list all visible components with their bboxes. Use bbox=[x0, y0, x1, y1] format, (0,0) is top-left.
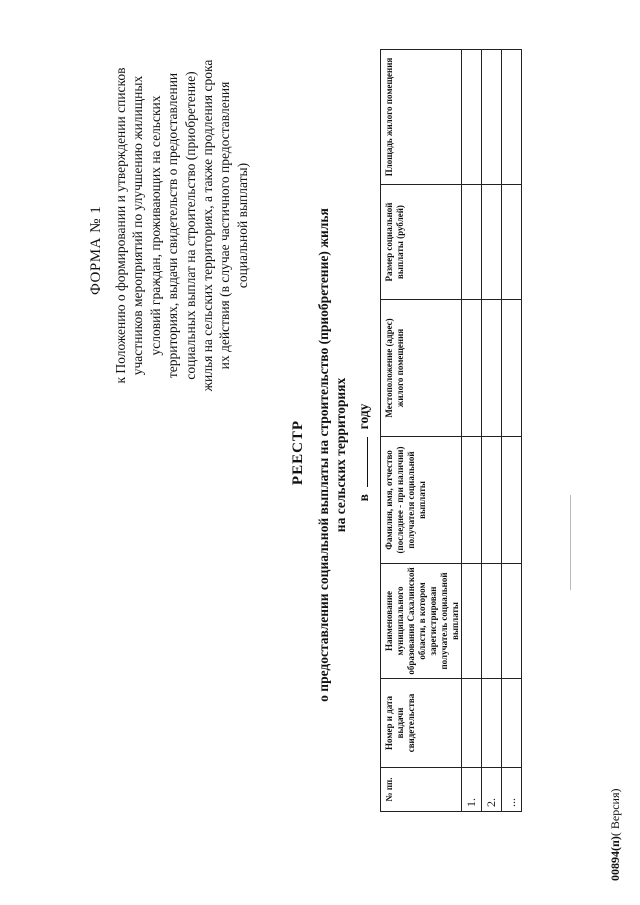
table-cell: 1. bbox=[462, 768, 482, 812]
table-row bbox=[482, 50, 502, 812]
table-cell: ... bbox=[502, 768, 522, 812]
table-cell bbox=[462, 185, 482, 300]
registry-table-wrap bbox=[380, 49, 522, 812]
year-prefix: в bbox=[356, 494, 371, 502]
table-cell bbox=[462, 437, 482, 564]
year-blank bbox=[367, 437, 368, 487]
table-cell bbox=[482, 679, 502, 768]
table-row bbox=[502, 50, 522, 812]
table-cell bbox=[482, 437, 502, 564]
table-cell bbox=[462, 300, 482, 437]
registry-title: РЕЕСТР bbox=[290, 419, 306, 486]
divider-line bbox=[570, 495, 571, 590]
table-cell bbox=[462, 564, 482, 679]
table-cell: 2. bbox=[482, 768, 502, 812]
table-cell bbox=[482, 185, 502, 300]
registry-subtitle: о предоставлении социальной выплаты на строительство (приобретение) жилья на сельских территориях bbox=[316, 208, 348, 702]
table-cell bbox=[482, 300, 502, 437]
table-cell bbox=[502, 679, 522, 768]
footer-code-text: 00894(п) bbox=[608, 836, 622, 881]
header-living-area: Площадь жилого помещения bbox=[381, 50, 462, 185]
table-cell bbox=[502, 564, 522, 679]
table-header-row bbox=[381, 50, 462, 812]
header-recipient-name: Фамилия, имя, отчество (последнее - при наличии) получателя социальной выплаты bbox=[381, 437, 462, 564]
footer-code bbox=[608, 789, 623, 882]
form-title: ФОРМА № 1 bbox=[88, 205, 104, 295]
table-cell bbox=[502, 50, 522, 185]
header-certificate: Номер и дата выдачи свидетельства bbox=[381, 679, 462, 768]
table-cell bbox=[462, 679, 482, 768]
table-cell bbox=[502, 300, 522, 437]
table-row bbox=[462, 50, 482, 812]
footer-version: ( Версия) bbox=[608, 788, 622, 837]
table-cell bbox=[462, 50, 482, 185]
registry-year-line bbox=[356, 0, 372, 905]
header-municipality: Наименование муниципального образования Сахалинской области, в котором зарегистрирован получатель социальной выплаты bbox=[381, 564, 462, 679]
header-payment-amount: Размер социальной выплаты (рублей) bbox=[381, 185, 462, 300]
registry-table bbox=[380, 49, 522, 812]
header-address: Местоположение (адрес) жилого помещения bbox=[381, 300, 462, 437]
appendix-text: к Положению о формировании и утверждении списков участников мероприятий по улучшению жилищных условий граждан, проживающих на сельских территориях, выдачи свидетельств о предоставлении социальных выплат на строительство (приобретение) жилья на сельских территориях, а также продления срока их действия (в случае частичного предоставления социальной выплаты) bbox=[113, 59, 250, 392]
table-cell bbox=[482, 564, 502, 679]
year-suffix: году bbox=[356, 403, 371, 430]
table-cell bbox=[502, 185, 522, 300]
table-cell bbox=[502, 437, 522, 564]
header-number: № пп. bbox=[381, 768, 462, 812]
table-cell bbox=[482, 50, 502, 185]
